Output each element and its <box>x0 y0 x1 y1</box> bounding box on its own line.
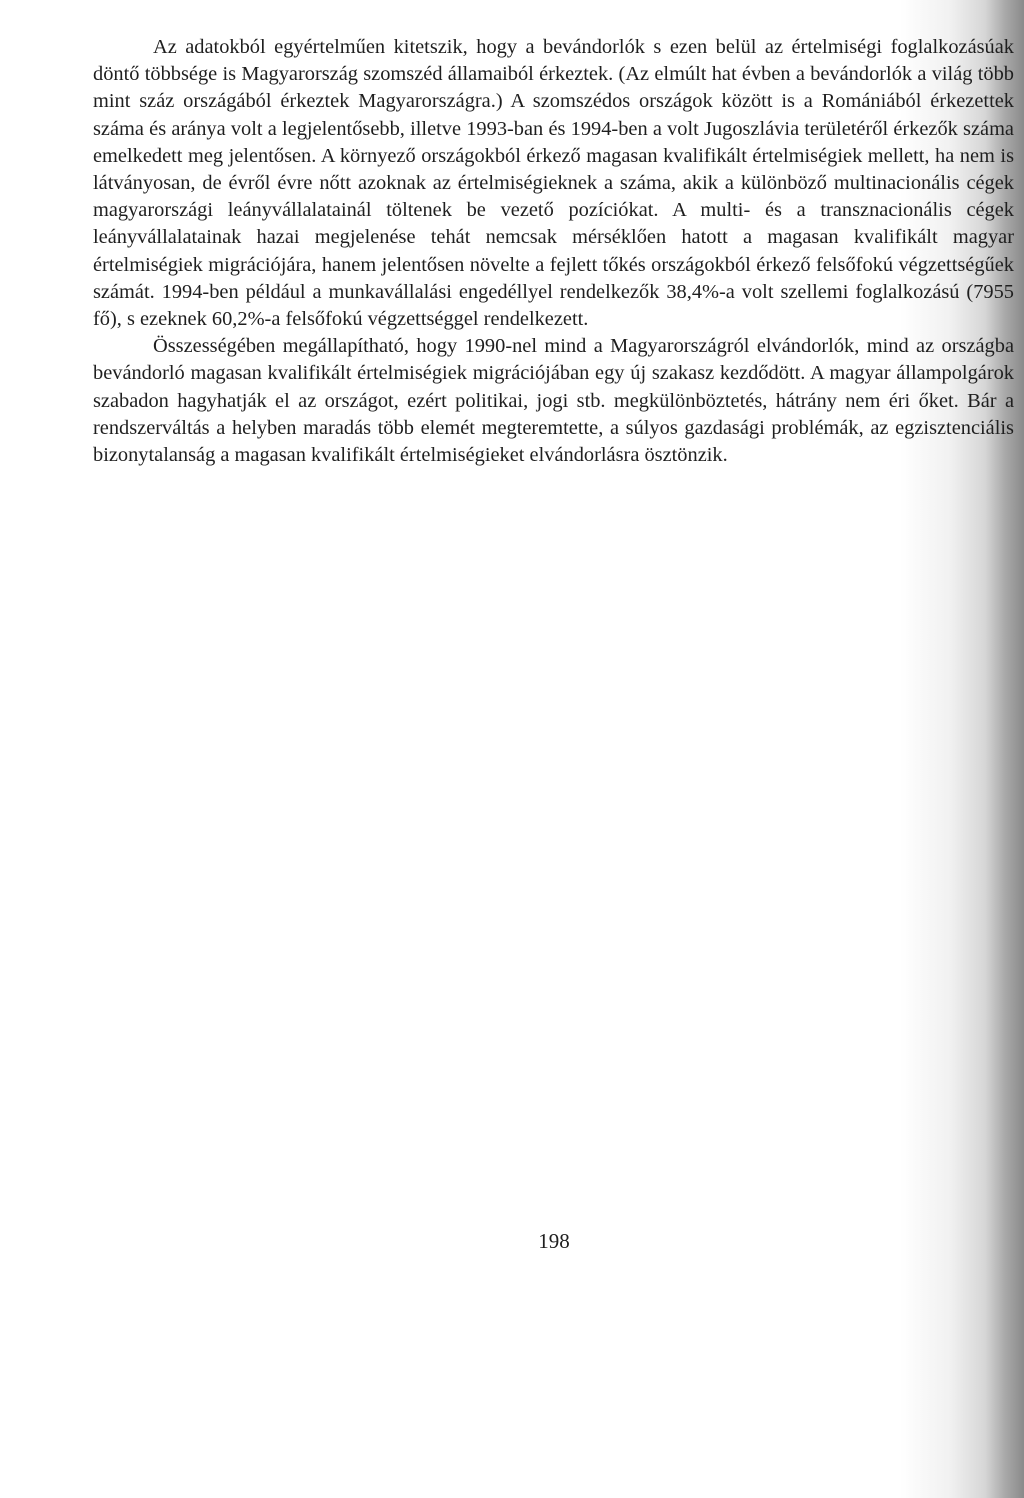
page-number: 198 <box>538 1229 570 1253</box>
paragraph-1: Az adatokból egyértelműen kitetszik, hogy a bevándorlók s ezen belül az értelmiségi foglalkozásúak döntő többsége is Magyarország szomszéd államaiból érkeztek. (Az elmúlt hat évben a bevándorlók a világ több mint száz országából érkeztek Magyarországra.) A szomszédos országok között is a Romániából érkezettek száma és aránya volt a legjelentősebb, illetve 1993-ban és 1994-ben a volt Jugoszlávia területéről érkezők száma emelkedett meg jelentősen. A környező országokból érkező magasan kvalifikált értelmiségiek mellett, ha nem is látványosan, de évről évre nőtt azoknak az értelmiségieknek a száma, akik a különböző multinacionális cégek magyarországi leányvállalatainál töltenek be vezető pozíciókat. A multi- és a transznacionális cégek leányvállalatainak hazai megjelenése tehát nemcsak mérséklően hatott a magasan kvalifikált magyar értelmiségiek migrációjára, hanem jelentősen növelte a fejlett tőkés országokból érkező felsőfokú végzettségűek számát. 1994-ben például a munkavállalási engedéllyel rendelkezők 38,4%-a volt szellemi foglalkozású (7955 fő), s ezeknek 60,2%-a felsőfokú végzettséggel rendelkezett. <box>93 36 1014 331</box>
body-text <box>93 34 1014 469</box>
paragraph-2: Összességében megállapítható, hogy 1990-nel mind a Magyarországról elvándorlók, mind az országba bevándorló magasan kvalifikált értelmiségiek migrációjában egy új szakasz kezdődött. A magyar állampolgárok szabadon hagyhatják el az országot, ezért politikai, jogi stb. megkülönböztetés, hátrány nem éri őket. Bár a rendszerváltás a helyben maradás több elemét megteremtette, a súlyos gazdasági problémák, az egzisztenciális bizonytalanság a magasan kvalifikált értelmiségieket elvándorlásra ösztönzik. <box>93 335 1014 467</box>
